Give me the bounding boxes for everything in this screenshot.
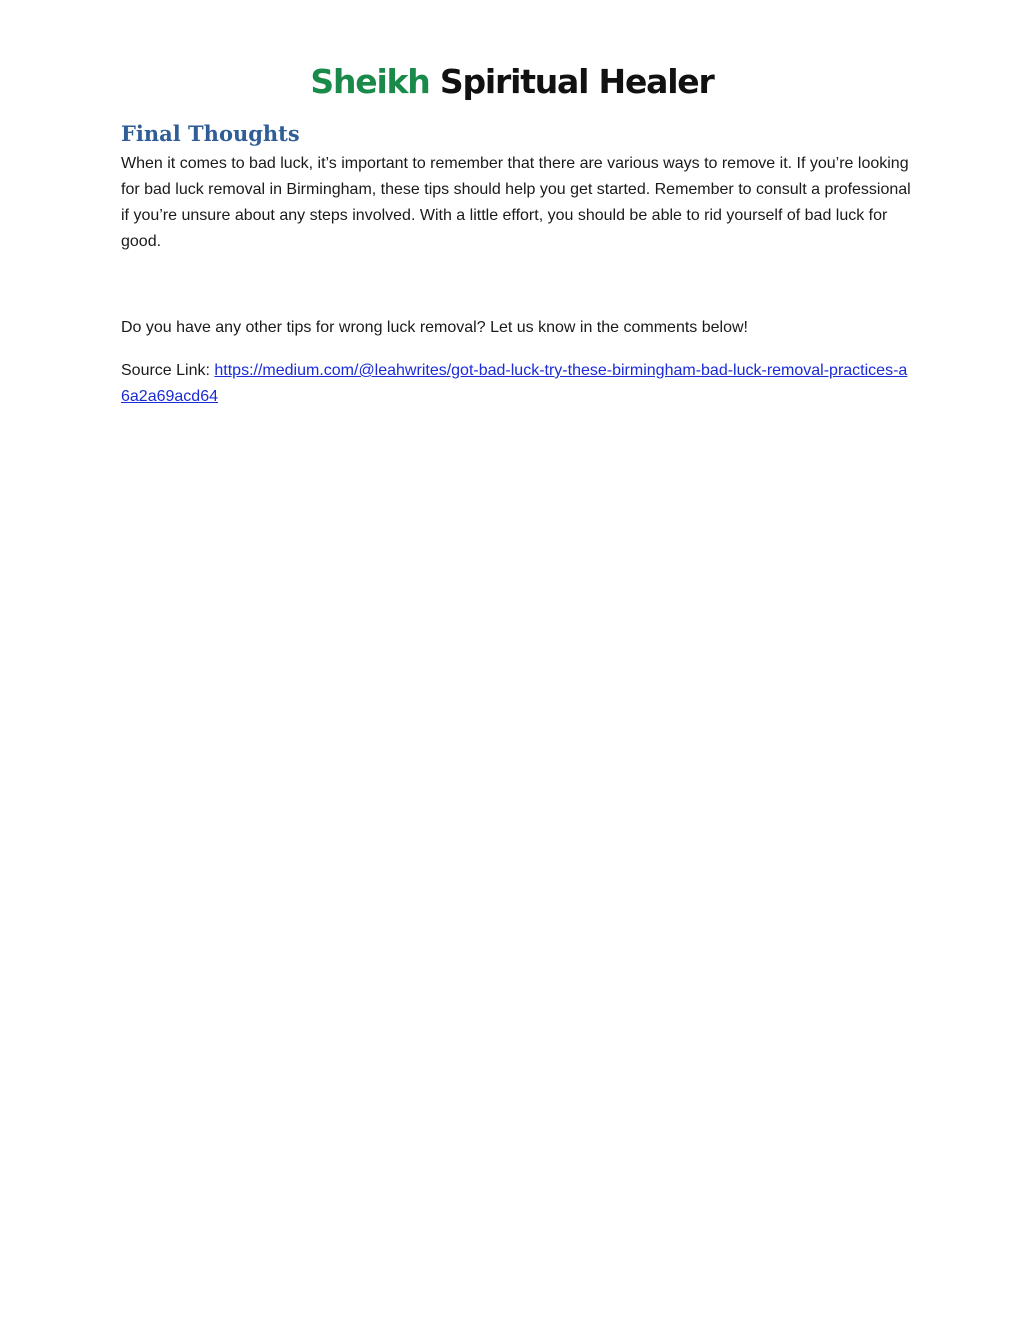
source-link[interactable]: https://medium.com/@leahwrites/got-bad-luck-try-these-birmingham-bad-luck-removal-practices-a6a2a69acd64 [121, 362, 908, 405]
source-line [121, 358, 911, 410]
logo-word-sheikh: Sheikh [310, 62, 430, 101]
final-thoughts-paragraph: When it comes to bad luck, it’s important to remember that there are various ways to remove it. If you’re looking for bad luck removal in Birmingham, these tips should help you get started. Remember to consult a professional if you’re unsure about any steps involved. With a little effort, you should be able to rid yourself of bad luck for good. [121, 155, 911, 250]
article-content [121, 119, 911, 410]
question-paragraph: Do you have any other tips for wrong luck removal? Let us know in the comments below! [121, 319, 748, 336]
brand-logo [0, 60, 1024, 104]
section-heading: Final Thoughts [121, 121, 300, 146]
source-label: Source Link: [121, 362, 215, 379]
logo-word-spiritual-healer: Spiritual Healer [439, 62, 714, 101]
